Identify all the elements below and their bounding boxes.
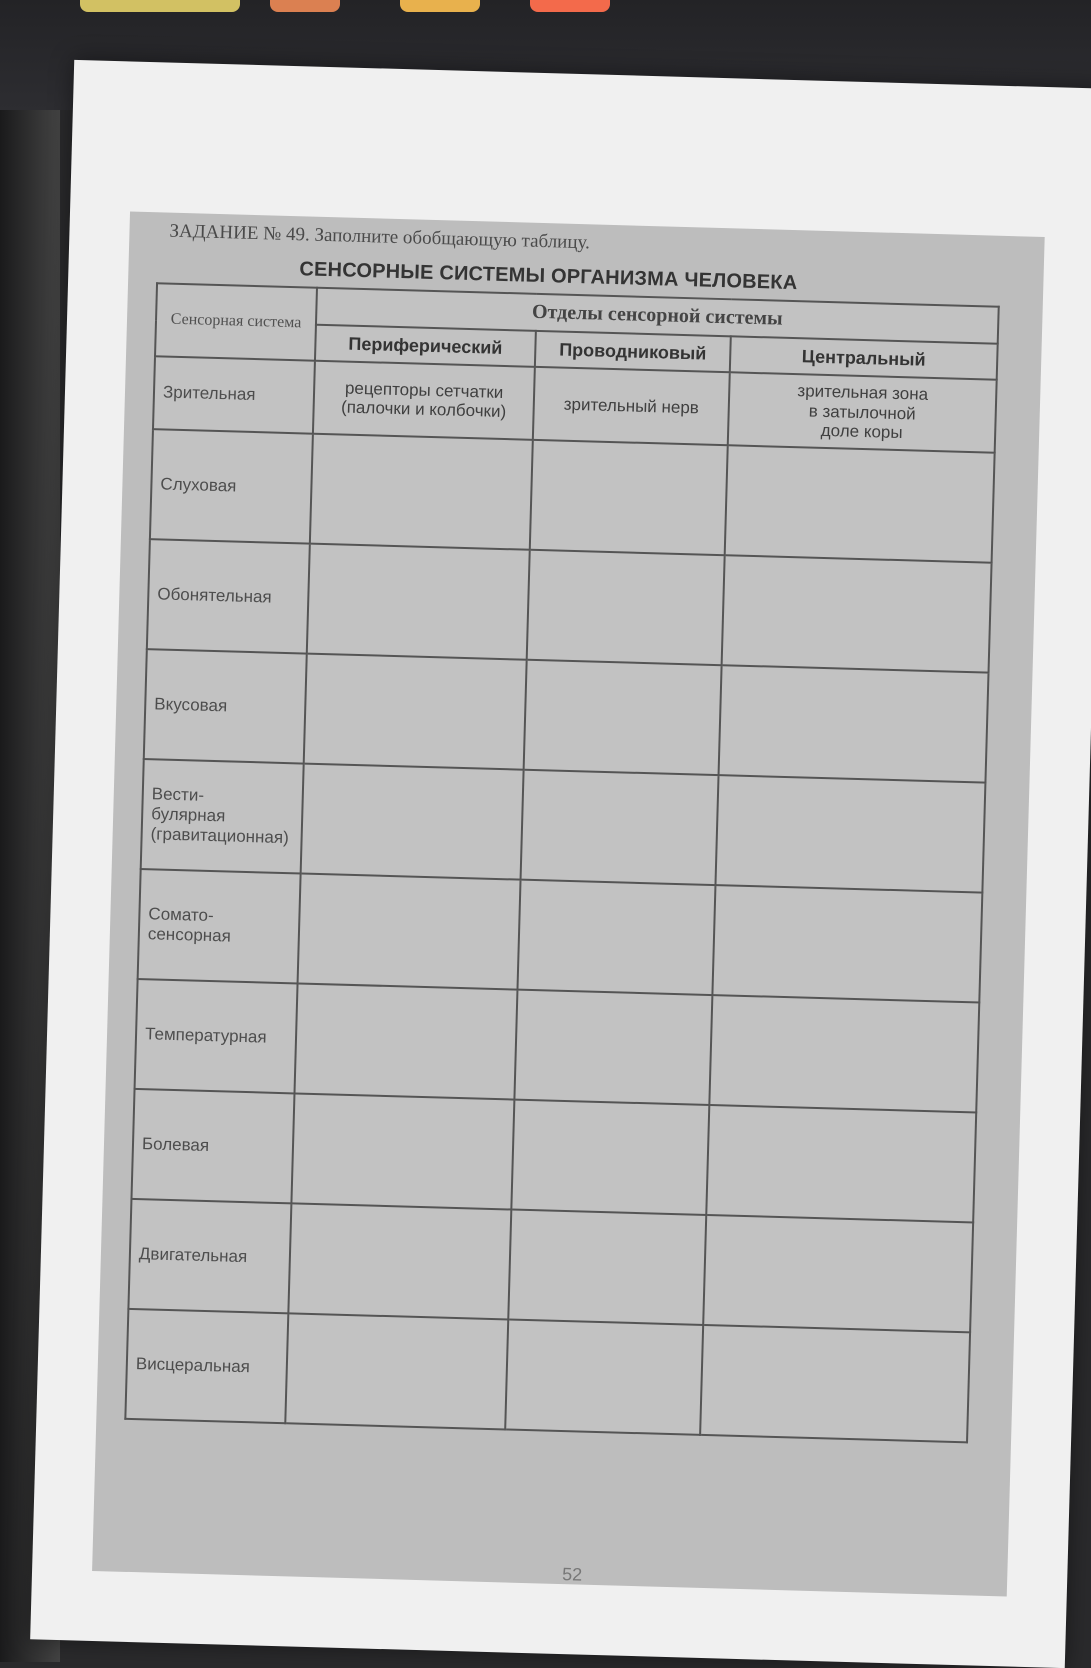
keyboard-light <box>400 0 480 12</box>
task-instruction: ЗАДАНИЕ № 49. Заполните обобщающую таблицу. <box>169 220 591 254</box>
central-cell[interactable] <box>703 1215 973 1332</box>
peripheral-cell[interactable] <box>298 873 521 989</box>
table-title: СЕНСОРНЫЕ СИСТЕМЫ ОРГАНИЗМА ЧЕЛОВЕКА <box>299 258 798 295</box>
conductive-cell[interactable] <box>527 549 725 664</box>
central-cell[interactable] <box>715 775 985 892</box>
conductive-cell[interactable] <box>511 1099 709 1214</box>
sensory-systems-table <box>124 282 999 1443</box>
table-row <box>125 1308 970 1441</box>
conductive-cell[interactable] <box>524 659 722 774</box>
system-name: Двигательная <box>128 1199 291 1313</box>
peripheral-cell[interactable] <box>310 433 533 549</box>
page-number: 52 <box>561 1564 583 1585</box>
system-name: Температурная <box>135 979 298 1093</box>
system-name: Вкусовая <box>144 649 307 763</box>
peripheral-cell[interactable] <box>304 653 527 769</box>
conductive-cell[interactable] <box>514 989 712 1104</box>
conductive-cell[interactable] <box>530 439 728 554</box>
system-name: Сомато- сенсорная <box>138 869 301 983</box>
peripheral-cell[interactable] <box>291 1093 514 1209</box>
peripheral-cell[interactable] <box>301 763 524 879</box>
keyboard-light <box>530 0 610 12</box>
conductive-cell[interactable] <box>508 1209 706 1324</box>
worksheet-paper <box>30 60 1091 1668</box>
central-cell[interactable] <box>712 885 982 1002</box>
central-cell[interactable] <box>722 555 992 672</box>
peripheral-cell[interactable] <box>294 983 517 1099</box>
keyboard-light <box>80 0 240 12</box>
system-name: Болевая <box>131 1089 294 1203</box>
peripheral-cell[interactable] <box>307 543 530 659</box>
system-name: Слуховая <box>150 429 313 543</box>
system-column-header: Сенсорная система <box>155 283 317 360</box>
system-name: Вести- булярная (гравитационная) <box>141 759 304 873</box>
conductive-cell: зрительный нерв <box>533 367 730 445</box>
system-name: Висцеральная <box>125 1308 288 1422</box>
central-column-header: Центральный <box>730 336 998 379</box>
conductive-cell[interactable] <box>505 1319 703 1434</box>
central-cell: зрительная зона в затылочной доле коры <box>728 372 997 452</box>
conductive-cell[interactable] <box>517 879 715 994</box>
peripheral-cell[interactable] <box>288 1203 511 1319</box>
conductive-cell[interactable] <box>521 769 719 884</box>
peripheral-cell[interactable] <box>285 1313 508 1429</box>
central-cell[interactable] <box>706 1105 976 1222</box>
keyboard-light <box>270 0 340 12</box>
central-cell[interactable] <box>719 665 989 782</box>
conductive-column-header: Проводниковый <box>535 331 731 372</box>
central-cell[interactable] <box>700 1325 970 1442</box>
system-name: Зрительная <box>153 356 315 433</box>
peripheral-column-header: Периферический <box>315 325 536 367</box>
printed-sheet <box>92 211 1045 1596</box>
central-cell[interactable] <box>725 445 995 562</box>
divisions-group-header: Отделы сенсорной системы <box>316 288 999 344</box>
central-cell[interactable] <box>709 995 979 1112</box>
system-name: Обонятельная <box>147 539 310 653</box>
peripheral-cell: рецепторы сетчатки (палочки и колбочки) <box>313 361 535 440</box>
